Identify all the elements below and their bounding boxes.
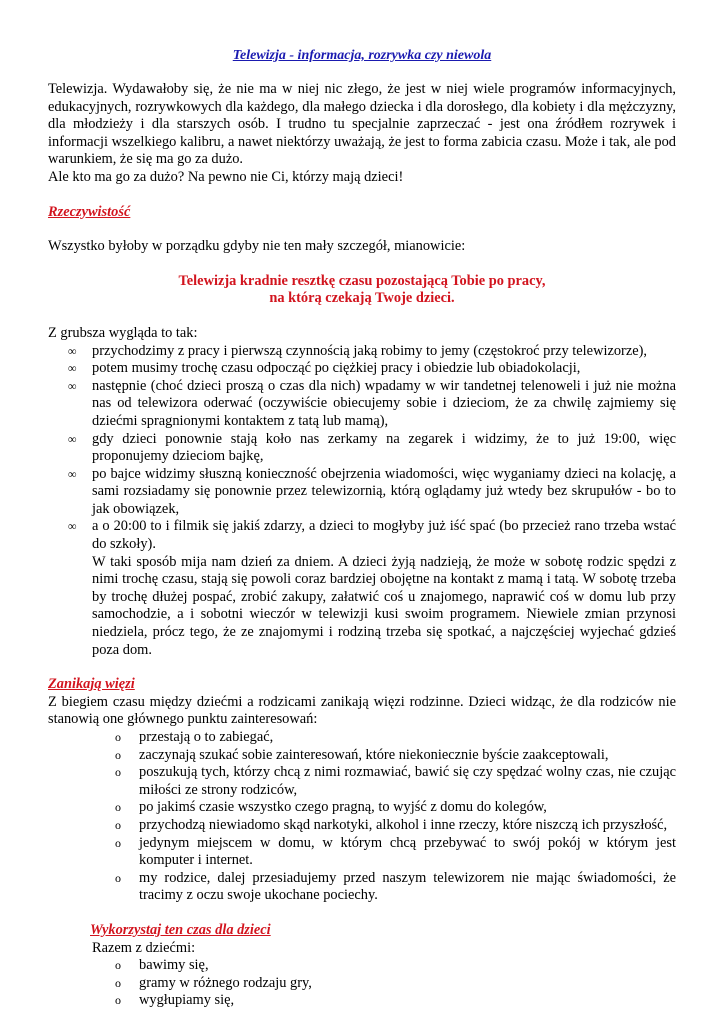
- section3-text: Razem z dziećmi:: [92, 939, 196, 956]
- list-item: ∞ potem musimy trochę czasu odpocząć po ciężkiej pracy i obiedzie lub obiadokolacji,: [68, 360, 581, 377]
- section1-lead: Z grubsza wygląda to tak:: [48, 324, 198, 341]
- section1-closing: W taki sposób mija nam dzień za dniem. A dzieci żyją nadzieją, że może w sobotę rodzic spędzi z nimi trochę czasu, stają się powoli coraz bardziej obojętne na kontakt z mamą i tatą. W sobotę trzeba by trochę dłużej pospać, zrobić zakupy, załatwić coś u znajomego, naprawić coś w domu lub przy samochodzie, a i sobotni wieczór w telewizji kusi swoim programem. Niewiele zmian przynosi niedziela, prócz tego, że ze znajomymi i rodziną trzeba się spotkać, a najczęściej wyjechać gdzieś poza dom.: [92, 553, 676, 658]
- highlight-line-1: Telewizja kradnie resztkę czasu pozostającą Tobie po pracy,: [178, 272, 546, 289]
- list-item: o zaczynają szukać sobie zainteresowań, które niekoniecznie byście zaakceptowali,: [115, 746, 609, 763]
- routine-list: [48, 343, 676, 554]
- intro-paragraph: Telewizja. Wydawałoby się, że nie ma w niej nic złego, że jest w niej wiele programów informacyjnych, edukacyjnych, rozrywkowych dla każdego, dla małego dziecka i dla dorosłego, dla kobiety i dla mężczyzny, dla młodzieży i dla starszych osób. I trudno tu specjalnie zaprzeczać - jest ona źródłem rozrywek i informacji wszelkiego kalibru, a nawet niektórzy uważają, że jest to forma zabicia czasu. Może i tak, ale pod warunkiem, że się ma go za dużo.: [48, 81, 676, 168]
- circle-bullet-icon: o: [115, 800, 121, 815]
- document-page: [48, 47, 676, 1010]
- section-heading-bonds: Zanikają więzi: [48, 676, 135, 693]
- list-item: o przestają o to zabiegać,: [115, 729, 274, 745]
- list-item: ∞ gdy dzieci ponownie stają koło nas zerkamy na zegarek i widzimy, że to już 19:00, więc proponujemy dzieciom bajkę,: [68, 430, 676, 465]
- list-item: ∞ przychodzimy z pracy i pierwszą czynnością jaką robimy to jemy (częstokroć przy telewizorze),: [68, 342, 647, 359]
- circle-bullet-icon: o: [115, 958, 121, 973]
- highlight-line-2: na którą czekają Twoje dzieci.: [269, 290, 455, 307]
- infinity-bullet-icon: ∞: [68, 519, 77, 534]
- section-heading-use-time: Wykorzystaj ten czas dla dzieci: [90, 921, 271, 938]
- intro-question: Ale kto ma go za dużo? Na pewno nie Ci, którzy mają dzieci!: [48, 168, 404, 185]
- infinity-bullet-icon: ∞: [68, 343, 77, 358]
- list-item: o jedynym miejscem w domu, w którym chcą przebywać to swój pokój w którym jest komputer i internet.: [115, 834, 676, 869]
- activities-list: [48, 957, 676, 1010]
- section-heading-reality: Rzeczywistość: [48, 203, 131, 220]
- list-item: o bawimy się,: [115, 957, 209, 974]
- list-item: ∞ a o 20:00 to i filmik się jakiś zdarzy, a dzieci to mogłyby już iść spać (bo przecież rano trzeba wstać do szkoły).: [68, 518, 676, 553]
- section2-text: Z biegiem czasu między dziećmi a rodzicami zanikają więzi rodzinne. Dzieci widząc, że dla rodziców nie stanowią one głównego punktu zainteresowań:: [48, 693, 676, 728]
- circle-bullet-icon: o: [115, 870, 121, 885]
- circle-bullet-icon: o: [115, 765, 121, 780]
- list-item: ∞ następnie (choć dzieci proszą o czas dla nich) wpadamy w wir tandetnej telenoweli i już nie można nas od telewizora oderwać (oczywiście obiecujemy sobie i dzieciom, że za chwilę zajmiemy się dziećmi spragnionymi kontaktem z tatą lub mamą),: [68, 377, 676, 429]
- list-item: o my rodzice, dalej przesiadujemy przed naszym telewizorem nie mając świadomości, że tracimy z oczu swoje ukochane pociechy.: [115, 869, 676, 904]
- circle-bullet-icon: o: [115, 975, 121, 990]
- list-item: ∞ po bajce widzimy słuszną konieczność obejrzenia wiadomości, więc wyganiamy dzieci na kolację, a sami rozsiadamy się ponownie przez telewizornią, którą oglądamy już wtedy bez skrupułów - bo to jak obowiązek,: [68, 465, 676, 517]
- infinity-bullet-icon: ∞: [68, 361, 77, 376]
- circle-bullet-icon: o: [115, 747, 121, 762]
- circle-bullet-icon: o: [115, 993, 121, 1008]
- document-title: Telewizja - informacja, rozrywka czy niewola: [232, 48, 492, 63]
- list-item: o przychodzą niewiadomo skąd narkotyki, alkohol i inne rzeczy, które niszczą ich przyszłość,: [115, 816, 668, 833]
- list-item: o po jakimś czasie wszystko czego pragną, to wyjść z domu do kolegów,: [115, 799, 547, 816]
- infinity-bullet-icon: ∞: [68, 466, 77, 481]
- consequences-list: [48, 729, 676, 905]
- infinity-bullet-icon: ∞: [68, 431, 77, 446]
- list-item: o wygłupiamy się,: [115, 992, 235, 1009]
- circle-bullet-icon: o: [115, 817, 121, 832]
- circle-bullet-icon: o: [115, 730, 121, 744]
- circle-bullet-icon: o: [115, 835, 121, 850]
- infinity-bullet-icon: ∞: [68, 378, 77, 393]
- list-item: o poszukują tych, którzy chcą z nimi rozmawiać, bawić się czy spędzać wolny czas, nie czując miłości ze strony rodziców,: [115, 764, 676, 798]
- section1-text: Wszystko byłoby w porządku gdyby nie ten mały szczegół, mianowicie:: [48, 238, 466, 255]
- list-item: o gramy w różnego rodzaju gry,: [115, 974, 312, 991]
